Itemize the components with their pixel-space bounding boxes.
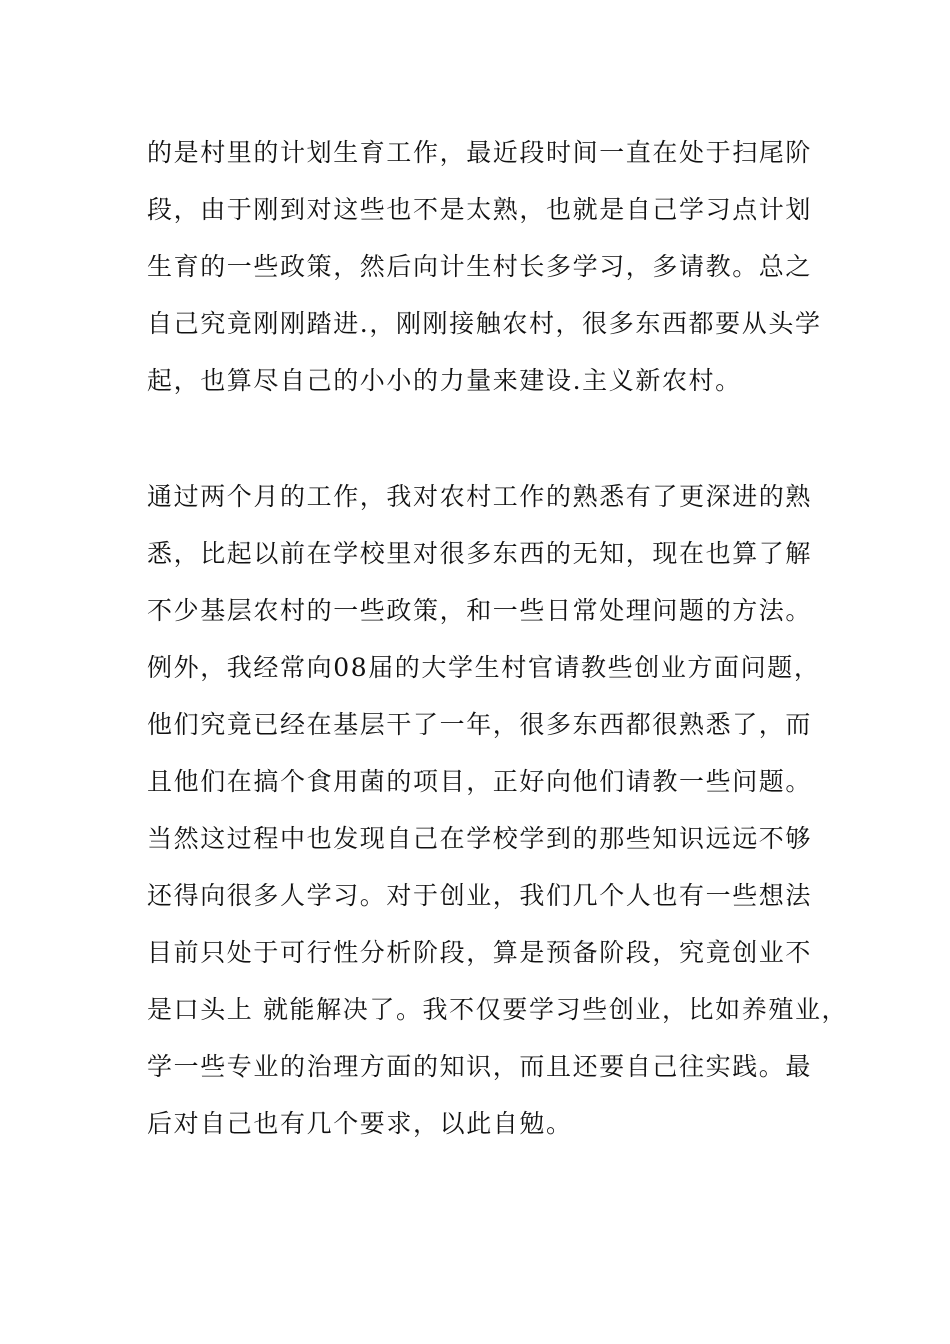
paragraph-line: 起，也算尽自己的小小的力量来建设.主义新农村。 [147,366,742,395]
paragraph-line: 例外，我经常向08届的大学生村官请教些创业方面问题， [147,653,821,682]
paragraph-line: 还得向很多人学习。对于创业，我们几个人也有一些想法 [147,881,813,910]
paragraph-line: 是口头上 就能解决了。我不仅要学习些创业，比如养殖业， [147,995,849,1024]
paragraph-line: 生育的一些政策，然后向计生村长多学习，多请教。总之 [147,252,813,281]
paragraph-line: 自己究竟刚刚踏进.，刚刚接触农村，很多东西都要从头学 [147,309,822,338]
paragraph-1 [147,124,827,409]
paragraph-line: 不少基层农村的一些政策，和一些日常处理问题的方法。 [147,596,813,625]
paragraph-line: 当然这过程中也发现自己在学校学到的那些知识远远不够 [147,824,813,853]
paragraph-2 [147,468,849,1152]
paragraph-line: 的是村里的计划生育工作，最近段时间一直在处于扫尾阶 [147,138,813,167]
paragraph-line: 他们究竟已经在基层干了一年，很多东西都很熟悉了，而 [147,710,813,739]
paragraph-line: 且他们在搞个食用菌的项目，正好向他们请教一些问题。 [147,767,813,796]
paragraph-line: 学一些专业的治理方面的知识，而且还要自己往实践。最 [147,1052,813,1081]
paragraph-line: 通过两个月的工作，我对农村工作的熟悉有了更深进的熟 [147,482,813,511]
paragraph-line: 悉，比起以前在学校里对很多东西的无知，现在也算了解 [147,539,813,568]
paragraph-line: 目前只处于可行性分析阶段，算是预备阶段，究竟创业不 [147,938,813,967]
paragraph-line: 段，由于刚到对这些也不是太熟，也就是自己学习点计划 [147,195,813,224]
paragraph-line: 后对自己也有几个要求，以此自勉。 [147,1109,573,1138]
